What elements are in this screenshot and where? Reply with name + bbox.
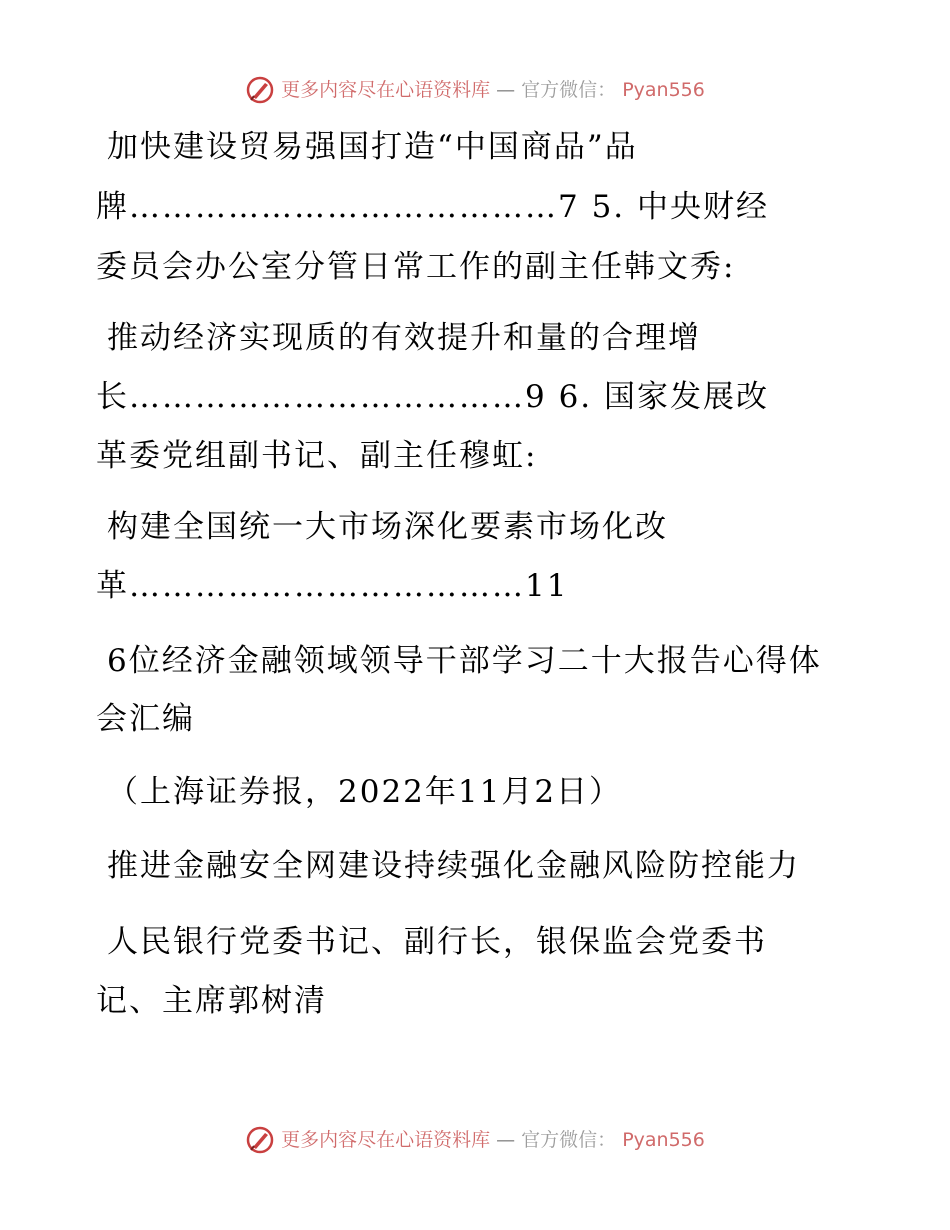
quill-pen-logo-icon bbox=[245, 1125, 275, 1155]
text-line: 牌…………………………………7 5. 中央财经 bbox=[96, 189, 770, 225]
text-line: 加快建设贸易强国打造“中国商品”品 bbox=[107, 129, 638, 165]
text-line: （上海证券报，2022年11月2日） bbox=[107, 774, 623, 810]
text-line: 推动经济实现质的有效提升和量的合理增 bbox=[107, 320, 701, 356]
header-watermark bbox=[0, 75, 950, 105]
watermark-text: 更多内容尽在心语资料库 bbox=[281, 79, 491, 101]
text-line: 长………………………………9 6. 国家发展改 bbox=[96, 379, 770, 415]
footer-watermark bbox=[0, 1125, 950, 1155]
watermark-wechat-label: 官方微信： bbox=[521, 1129, 617, 1151]
text-line: 革………………………………11 bbox=[96, 568, 569, 604]
text-line: 记、主席郭树清 bbox=[96, 983, 327, 1019]
watermark-text: 更多内容尽在心语资料库 bbox=[281, 1129, 491, 1151]
text-line: 革委党组副书记、副主任穆虹: bbox=[96, 438, 538, 474]
watermark-wechat-label: 官方微信： bbox=[521, 79, 617, 101]
text-line: 会汇编 bbox=[96, 701, 195, 737]
watermark-dash: — bbox=[496, 1129, 516, 1151]
text-line: 构建全国统一大市场深化要素市场化改 bbox=[107, 509, 668, 545]
text-line: 人民银行党委书记、副行长，银保监会党委书 bbox=[107, 924, 767, 960]
text-line: 委员会办公室分管日常工作的副主任韩文秀: bbox=[96, 249, 736, 285]
text-line: 6位经济金融领域领导干部学习二十大报告心得体 bbox=[107, 643, 822, 679]
text-line: 推进金融安全网建设持续强化金融风险防控能力 bbox=[107, 848, 800, 884]
watermark-wechat-id: Pyan556 bbox=[622, 79, 705, 101]
watermark-dash: — bbox=[496, 79, 516, 101]
quill-pen-logo-icon bbox=[245, 75, 275, 105]
watermark-wechat-id: Pyan556 bbox=[622, 1129, 705, 1151]
